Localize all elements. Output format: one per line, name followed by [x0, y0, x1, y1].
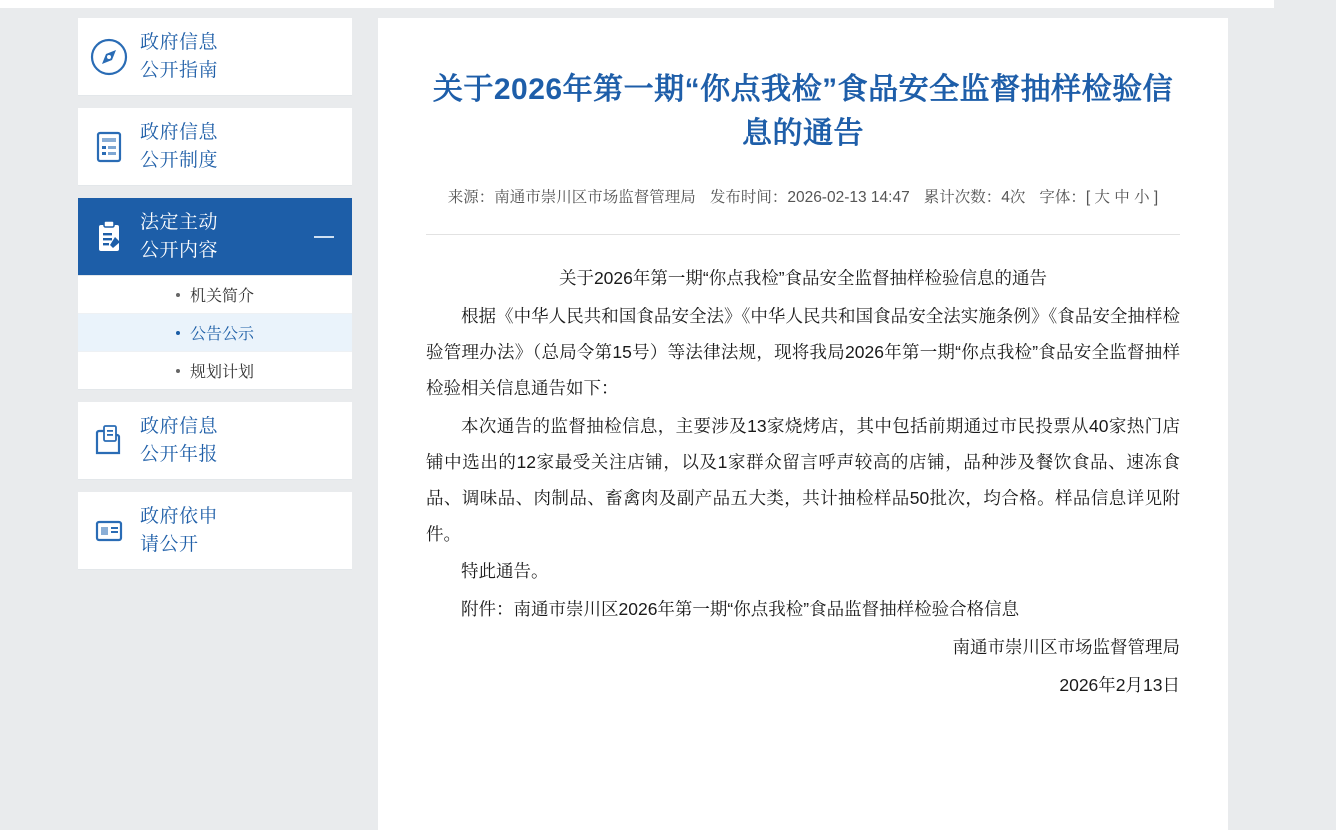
sidebar-label-line2: 公开指南 [140, 59, 219, 81]
sidebar-label-line2: 公开内容 [140, 239, 219, 261]
sidebar-sublist [78, 276, 352, 390]
meta-views-label: 累计次数： [923, 189, 1002, 206]
sidebar-item-label [140, 119, 218, 174]
article-body [426, 235, 1180, 704]
sidebar-gap [78, 186, 352, 198]
meta-source-label: 来源： [447, 189, 495, 206]
sub-item-label: 机关简介 [189, 288, 254, 305]
compass-icon [78, 35, 140, 79]
sidebar [78, 18, 352, 570]
meta-views-value: 4次 [1001, 189, 1026, 206]
sidebar-item-legal-disclosure[interactable] [78, 198, 352, 276]
sidebar-label-line1: 政府信息 [140, 31, 219, 53]
sidebar-item-label [140, 413, 218, 468]
sidebar-item-label [140, 503, 218, 558]
sidebar-label-line1: 政府信息 [140, 415, 219, 437]
sidebar-gap [78, 480, 352, 492]
sub-item-label: 公告公示 [189, 326, 254, 343]
article-paragraph: 关于2026年第一期“你点我检”食品安全监督抽样检验信息的通告 [558, 268, 1048, 289]
sidebar-label-line2: 请公开 [140, 533, 199, 555]
sidebar-label-line1: 法定主动 [140, 211, 219, 233]
clipboard-pen-icon [78, 215, 140, 259]
id-card-icon [78, 509, 140, 553]
top-right-gap [1274, 0, 1336, 8]
article-signature: 南通市崇川区市场监督管理局 [952, 637, 1180, 658]
sidebar-item-system[interactable] [78, 108, 352, 186]
meta-source-value: 南通市崇川区市场监督管理局 [494, 189, 696, 206]
top-white-strip [0, 0, 1274, 8]
document-list-icon [78, 125, 140, 169]
sidebar-gap [78, 390, 352, 402]
article-card [378, 18, 1228, 830]
article-attachment[interactable]: 附件：南通市崇川区2026年第一期“你点我检”食品监督抽样检验合格信息 [461, 599, 1020, 620]
meta-publish-value: 2026-02-13 14:47 [787, 189, 910, 206]
bullet-icon [176, 293, 180, 297]
article-paragraph: 根据《中华人民共和国食品安全法》《中华人民共和国食品安全法实施条例》《食品安全抽样检验管理办法》（总局令第15号）等法律法规，现将我局2026年第一期“你点我检”食品安全监督抽样检验相关信息通告如下： [426, 306, 1180, 399]
page-title: 关于2026年第一期“你点我检”食品安全监督抽样检验信息的通告 [432, 73, 1174, 150]
folder-report-icon [78, 419, 140, 463]
article-paragraph: 本次通告的监督抽检信息，主要涉及13家烧烤店，其中包括前期通过市民投票从40家热门店铺中选出的12家最受关注店铺，以及1家群众留言呼声较高的店铺，品种涉及餐饮食品、速冻食品、调味品、肉制品、畜禽肉及副产品五大类，共计抽检样品50批次，均合格。样品信息详见附件。 [426, 415, 1180, 544]
collapse-minus-icon[interactable] [314, 236, 334, 238]
page-body [0, 8, 1336, 830]
article-paragraph: 特此通告。 [461, 561, 549, 582]
article-date: 2026年2月13日 [1059, 675, 1180, 696]
sidebar-label-line1: 政府依申 [140, 505, 219, 527]
sidebar-item-agency-intro[interactable] [78, 276, 352, 314]
sub-item-label: 规划计划 [189, 364, 254, 381]
sidebar-item-announcements[interactable] [78, 314, 352, 352]
meta-fontsize-label: 字体： [1039, 189, 1086, 206]
sidebar-item-label [140, 29, 218, 84]
sidebar-item-plans[interactable] [78, 352, 352, 389]
sidebar-label-line2: 公开制度 [140, 149, 219, 171]
meta-publish-label: 发布时间： [709, 189, 788, 206]
bullet-icon [176, 331, 180, 335]
sidebar-label-line1: 政府信息 [140, 121, 219, 143]
sidebar-item-label [140, 209, 218, 264]
article-meta [426, 183, 1180, 235]
bullet-icon [176, 369, 180, 373]
sidebar-item-annual-report[interactable] [78, 402, 352, 480]
sidebar-item-guide[interactable] [78, 18, 352, 96]
font-size-switcher[interactable]: [ 大 中 小 ] [1085, 189, 1159, 206]
sidebar-item-on-request[interactable] [78, 492, 352, 570]
sidebar-label-line2: 公开年报 [140, 443, 219, 465]
